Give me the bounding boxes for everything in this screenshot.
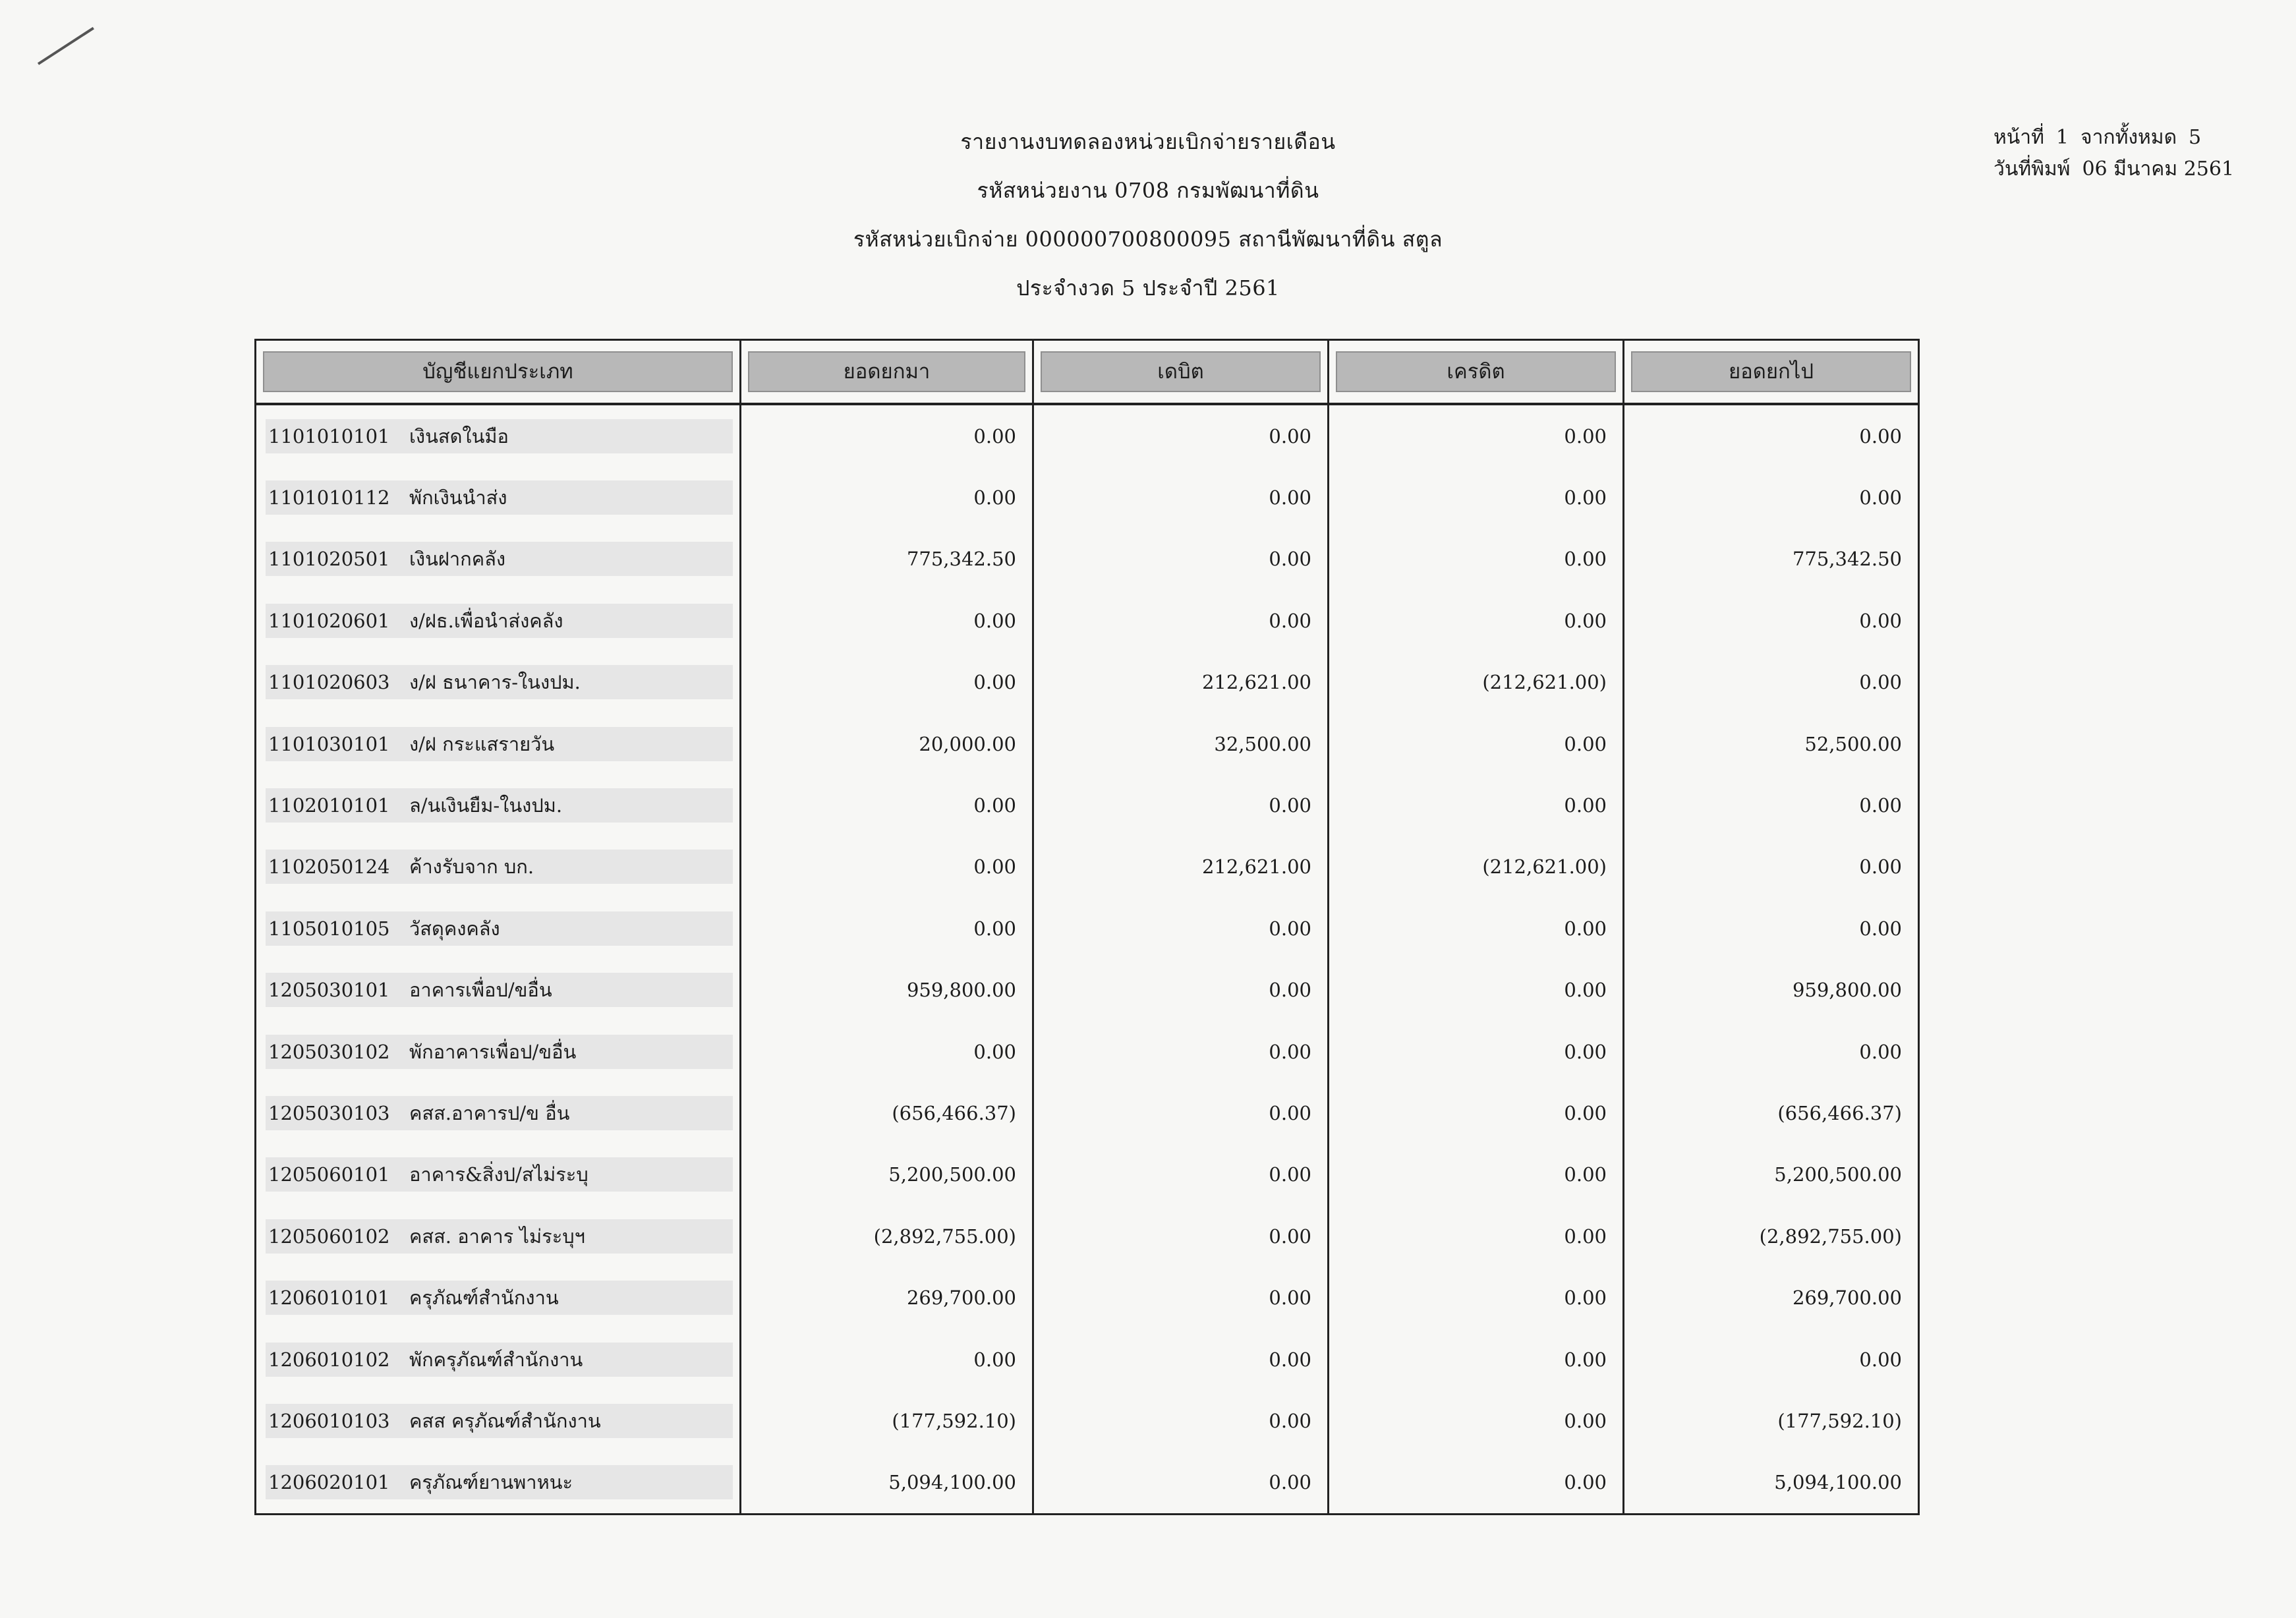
account-code: 1206010101: [268, 1286, 390, 1310]
period-line: ประจำงวด 5 ประจำปี 2561: [1016, 275, 1280, 301]
account-code: 1102050124: [268, 855, 390, 879]
credit-amount: 0.00: [1329, 590, 1624, 651]
account-shade: [266, 1343, 733, 1377]
credit-amount: 0.00: [1329, 1267, 1624, 1328]
table-header-row: [256, 340, 1919, 405]
account-cell: [256, 1329, 741, 1390]
account-name: คสส ครุภัณฑ์สำนักงาน: [409, 1409, 601, 1432]
account-cell: [256, 652, 741, 713]
account-name: ง/ฝ ธนาคาร-ในงปม.: [409, 671, 581, 694]
account-shade: [266, 1281, 733, 1315]
account-cell: [256, 960, 741, 1021]
account-cell: [256, 1452, 741, 1515]
account-name: อาคารเพื่อป/ขอื่น: [409, 979, 552, 1002]
print-date: 06 มีนาคม 2561: [2082, 158, 2235, 181]
report-header: [0, 117, 2296, 312]
debit-amount: 32,500.00: [1033, 713, 1329, 774]
account-shade: [266, 480, 733, 515]
closing-balance: 0.00: [1624, 652, 1919, 713]
opening-balance: 5,200,500.00: [741, 1144, 1033, 1205]
table-row: [256, 1452, 1919, 1515]
col-header-account-label: บัญชีแยกประเภท: [263, 351, 733, 392]
account-code: 1101010112: [268, 486, 390, 509]
debit-amount: 0.00: [1033, 898, 1329, 959]
closing-balance: 0.00: [1624, 1329, 1919, 1390]
table-row: [256, 774, 1919, 836]
print-date-row: [1994, 154, 2246, 185]
account-name: คสส.อาคารป/ข อื่น: [409, 1101, 570, 1124]
col-header-opening: [741, 340, 1033, 405]
account-cell: [256, 529, 741, 590]
agency-line: รหัสหน่วยงาน 0708 กรมพัฒนาที่ดิน: [977, 178, 1319, 203]
account-cell: [256, 404, 741, 467]
credit-amount: 0.00: [1329, 713, 1624, 774]
closing-balance: 52,500.00: [1624, 713, 1919, 774]
account-code: 1205030102: [268, 1040, 390, 1063]
closing-balance: 5,200,500.00: [1624, 1144, 1919, 1205]
closing-balance: (2,892,755.00): [1624, 1205, 1919, 1267]
account-cell: [256, 774, 741, 836]
credit-amount: 0.00: [1329, 1205, 1624, 1267]
col-header-account: [256, 340, 741, 405]
account-name: พักอาคารเพื่อป/ขอื่น: [409, 1040, 577, 1063]
account-shade: [266, 1404, 733, 1438]
debit-amount: 0.00: [1033, 1390, 1329, 1451]
account-code: 1205030101: [268, 979, 390, 1002]
table-row: [256, 836, 1919, 898]
closing-balance: 0.00: [1624, 774, 1919, 836]
closing-balance: 959,800.00: [1624, 960, 1919, 1021]
account-cell: [256, 1267, 741, 1328]
debit-amount: 0.00: [1033, 960, 1329, 1021]
pen-stroke-mark: [38, 27, 94, 65]
credit-amount: 0.00: [1329, 467, 1624, 528]
col-header-debit-label: เดบิต: [1041, 351, 1321, 392]
account-code: 1102010101: [268, 794, 390, 817]
col-header-opening-label: ยอดยกมา: [748, 351, 1025, 392]
account-cell: [256, 1082, 741, 1143]
total-pages: 5: [2189, 126, 2202, 149]
account-shade: [266, 973, 733, 1007]
credit-amount: 0.00: [1329, 1021, 1624, 1082]
credit-amount: 0.00: [1329, 1390, 1624, 1451]
table-row: [256, 467, 1919, 528]
credit-amount: 0.00: [1329, 1452, 1624, 1515]
credit-amount: 0.00: [1329, 1329, 1624, 1390]
opening-balance: (177,592.10): [741, 1390, 1033, 1451]
account-name: ค้างรับจาก บก.: [409, 855, 534, 879]
credit-amount: (212,621.00): [1329, 652, 1624, 713]
account-code: 1205060102: [268, 1225, 390, 1248]
col-header-credit: [1329, 340, 1624, 405]
opening-balance: (2,892,755.00): [741, 1205, 1033, 1267]
credit-amount: 0.00: [1329, 1082, 1624, 1143]
table-row: [256, 1144, 1919, 1205]
account-code: 1101020601: [268, 609, 390, 632]
account-shade: [266, 665, 733, 699]
credit-amount: 0.00: [1329, 774, 1624, 836]
account-cell: [256, 1144, 741, 1205]
opening-balance: 0.00: [741, 1021, 1033, 1082]
account-name: อาคาร&สิ่งป/สไม่ระบุ: [409, 1163, 588, 1186]
credit-amount: (212,621.00): [1329, 836, 1624, 898]
table-row: [256, 652, 1919, 713]
account-name: ล/นเงินยืม-ในงปม.: [409, 794, 563, 817]
closing-balance: 0.00: [1624, 404, 1919, 467]
opening-balance: 0.00: [741, 898, 1033, 959]
account-shade: [266, 850, 733, 884]
table-row: [256, 1390, 1919, 1451]
account-code: 1206010102: [268, 1348, 390, 1371]
closing-balance: 0.00: [1624, 898, 1919, 959]
page-number: 1: [2055, 126, 2069, 149]
account-code: 1206020101: [268, 1471, 390, 1494]
account-code: 1101010101: [268, 424, 390, 448]
table-row: [256, 1329, 1919, 1390]
total-label: จากทั้งหมด: [2081, 126, 2177, 149]
opening-balance: (656,466.37): [741, 1082, 1033, 1143]
table-row: [256, 1205, 1919, 1267]
opening-balance: 0.00: [741, 836, 1033, 898]
account-name: คสส. อาคาร ไม่ระบุฯ: [409, 1225, 585, 1248]
opening-balance: 0.00: [741, 652, 1033, 713]
account-shade: [266, 911, 733, 946]
print-date-label: วันที่พิมพ์: [1994, 158, 2071, 181]
col-header-debit: [1033, 340, 1329, 405]
account-cell: [256, 898, 741, 959]
account-name: เงินสดในมือ: [409, 424, 509, 448]
account-name: ง/ฝธ.เพื่อนำส่งคลัง: [409, 609, 563, 632]
table-row: [256, 590, 1919, 651]
table-row: [256, 713, 1919, 774]
report-title: รายงานงบทดลองหน่วยเบิกจ่ายรายเดือน: [960, 129, 1336, 154]
disbursement-unit-line: รหัสหน่วยเบิกจ่าย 000000700800095 สถานีพัฒนาที่ดิน สตูล: [853, 227, 1443, 252]
closing-balance: 0.00: [1624, 590, 1919, 651]
closing-balance: 0.00: [1624, 1021, 1919, 1082]
account-code: 1206010103: [268, 1409, 390, 1432]
debit-amount: 0.00: [1033, 1082, 1329, 1143]
account-shade: [266, 1035, 733, 1069]
page-meta: [1994, 122, 2246, 185]
opening-balance: 269,700.00: [741, 1267, 1033, 1328]
col-header-closing-label: ยอดยกไป: [1631, 351, 1911, 392]
account-code: 1101020603: [268, 671, 390, 694]
table-row: [256, 529, 1919, 590]
account-code: 1101030101: [268, 732, 390, 755]
account-shade: [266, 419, 733, 453]
debit-amount: 0.00: [1033, 1329, 1329, 1390]
table-row: [256, 1267, 1919, 1328]
table-row: [256, 898, 1919, 959]
table-body: [256, 404, 1919, 1515]
debit-amount: 212,621.00: [1033, 836, 1329, 898]
debit-amount: 0.00: [1033, 1144, 1329, 1205]
opening-balance: 0.00: [741, 590, 1033, 651]
account-shade: [266, 542, 733, 576]
account-shade: [266, 1096, 733, 1130]
opening-balance: 5,094,100.00: [741, 1452, 1033, 1515]
account-code: 1105010105: [268, 917, 390, 940]
debit-amount: 0.00: [1033, 774, 1329, 836]
debit-amount: 0.00: [1033, 529, 1329, 590]
closing-balance: (177,592.10): [1624, 1390, 1919, 1451]
account-name: ง/ฝ กระแสรายวัน: [409, 732, 555, 755]
opening-balance: 0.00: [741, 1329, 1033, 1390]
account-name: พักเงินนำส่ง: [409, 486, 507, 509]
account-cell: [256, 713, 741, 774]
account-shade: [266, 1465, 733, 1499]
account-code: 1205060101: [268, 1163, 390, 1186]
debit-amount: 0.00: [1033, 1267, 1329, 1328]
closing-balance: 269,700.00: [1624, 1267, 1919, 1328]
account-shade: [266, 1219, 733, 1254]
page-label: หน้าที่: [1994, 126, 2044, 149]
table-row: [256, 404, 1919, 467]
account-shade: [266, 1157, 733, 1192]
closing-balance: 5,094,100.00: [1624, 1452, 1919, 1515]
opening-balance: 0.00: [741, 404, 1033, 467]
opening-balance: 20,000.00: [741, 713, 1033, 774]
credit-amount: 0.00: [1329, 529, 1624, 590]
account-name: ครุภัณฑ์สำนักงาน: [409, 1286, 559, 1310]
table-row: [256, 1021, 1919, 1082]
account-cell: [256, 1205, 741, 1267]
debit-amount: 0.00: [1033, 1452, 1329, 1515]
credit-amount: 0.00: [1329, 404, 1624, 467]
trial-balance-table: [254, 339, 1920, 1515]
debit-amount: 0.00: [1033, 590, 1329, 651]
account-shade: [266, 788, 733, 823]
closing-balance: 0.00: [1624, 836, 1919, 898]
account-name: พักครุภัณฑ์สำนักงาน: [409, 1348, 583, 1371]
col-header-credit-label: เครดิต: [1336, 351, 1616, 392]
credit-amount: 0.00: [1329, 1144, 1624, 1205]
account-name: ครุภัณฑ์ยานพาหนะ: [409, 1471, 573, 1494]
opening-balance: 0.00: [741, 774, 1033, 836]
account-shade: [266, 727, 733, 761]
debit-amount: 0.00: [1033, 404, 1329, 467]
account-code: 1205030103: [268, 1101, 390, 1124]
opening-balance: 775,342.50: [741, 529, 1033, 590]
account-cell: [256, 1021, 741, 1082]
credit-amount: 0.00: [1329, 898, 1624, 959]
account-cell: [256, 1390, 741, 1451]
closing-balance: 0.00: [1624, 467, 1919, 528]
debit-amount: 0.00: [1033, 1021, 1329, 1082]
account-cell: [256, 590, 741, 651]
col-header-closing: [1624, 340, 1919, 405]
account-code: 1101020501: [268, 548, 390, 571]
opening-balance: 0.00: [741, 467, 1033, 528]
opening-balance: 959,800.00: [741, 960, 1033, 1021]
page-indicator: [1994, 122, 2246, 154]
credit-amount: 0.00: [1329, 960, 1624, 1021]
closing-balance: (656,466.37): [1624, 1082, 1919, 1143]
account-name: เงินฝากคลัง: [409, 548, 506, 571]
debit-amount: 0.00: [1033, 467, 1329, 528]
debit-amount: 212,621.00: [1033, 652, 1329, 713]
account-name: วัสดุคงคลัง: [409, 917, 500, 940]
closing-balance: 775,342.50: [1624, 529, 1919, 590]
account-cell: [256, 467, 741, 528]
account-shade: [266, 604, 733, 638]
debit-amount: 0.00: [1033, 1205, 1329, 1267]
table-row: [256, 960, 1919, 1021]
account-cell: [256, 836, 741, 898]
table-row: [256, 1082, 1919, 1143]
